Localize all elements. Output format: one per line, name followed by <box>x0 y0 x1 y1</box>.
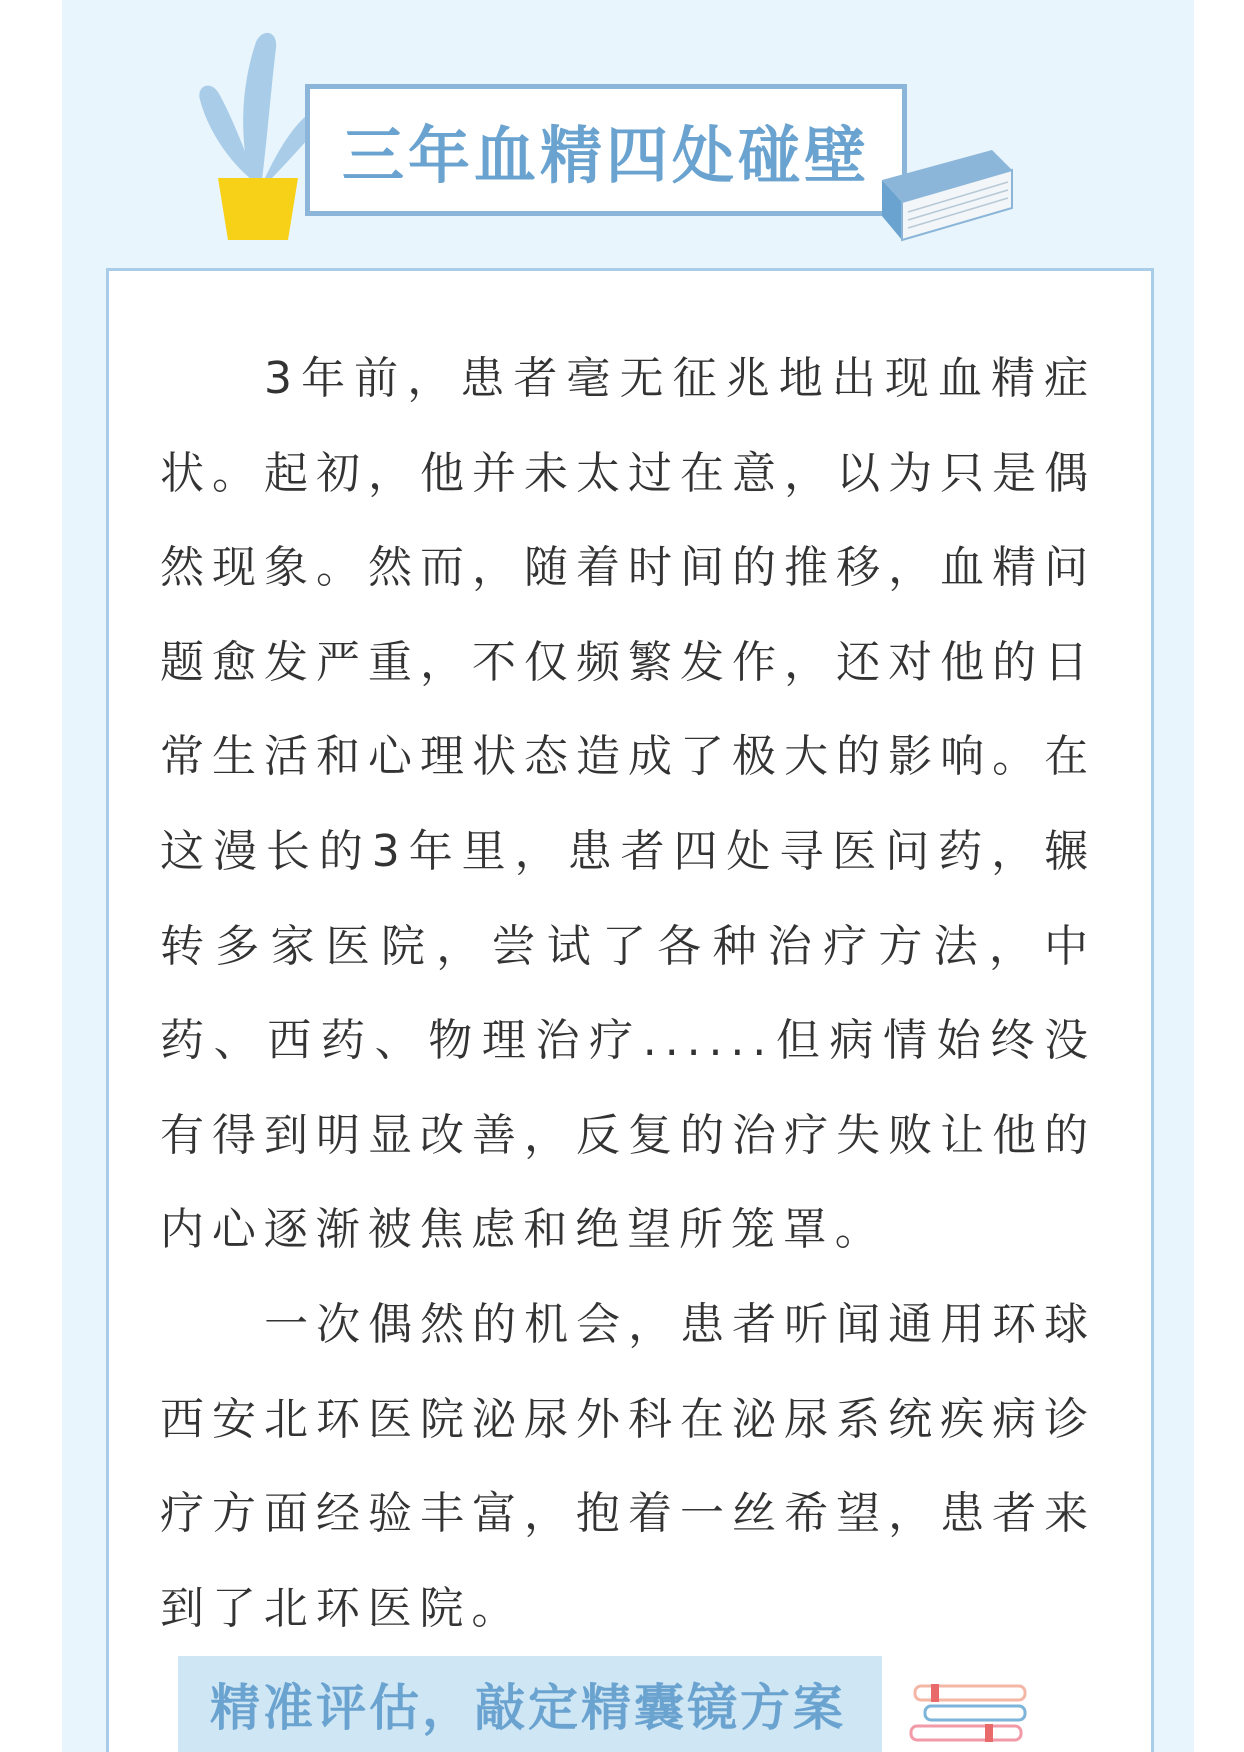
next-section-title: 精准评估，敲定精囊镜方案 <box>210 1679 846 1737</box>
article-paragraph <box>160 1278 1096 1656</box>
potted-plant-icon <box>188 20 318 240</box>
paragraph-text: 一次偶然的机会，患者听闻通用环球西安北环医院泌尿外科在泌尿系统疾病诊疗方面经验丰富，抱着一丝希望，患者来到了北环医院。 <box>160 1299 1096 1634</box>
book-icon <box>872 140 1022 250</box>
next-section-banner <box>178 1656 882 1752</box>
section-header-title: 三年血精四处碰壁 <box>341 118 870 192</box>
article-paragraph <box>160 332 1096 1278</box>
paragraph-text: 3年前，患者毫无征兆地出现血精症状。起初，他并未太过在意，以为只是偶然现象。然而，随着时间的推移，血精问题愈发严重，不仅频繁发作，还对他的日常生活和心理状态造成了极大的影响。在这漫长的3年里，患者四处寻医问药，辗转多家医院，尝试了各种治疗方法，中药、西药、物理治疗......但病情始终没有得到明显改善，反复的治疗失败让他的内心逐渐被焦虑和绝望所笼罩。 <box>160 353 1096 1256</box>
stacked-books-icon <box>905 1680 1035 1752</box>
section-header-box <box>305 84 907 216</box>
